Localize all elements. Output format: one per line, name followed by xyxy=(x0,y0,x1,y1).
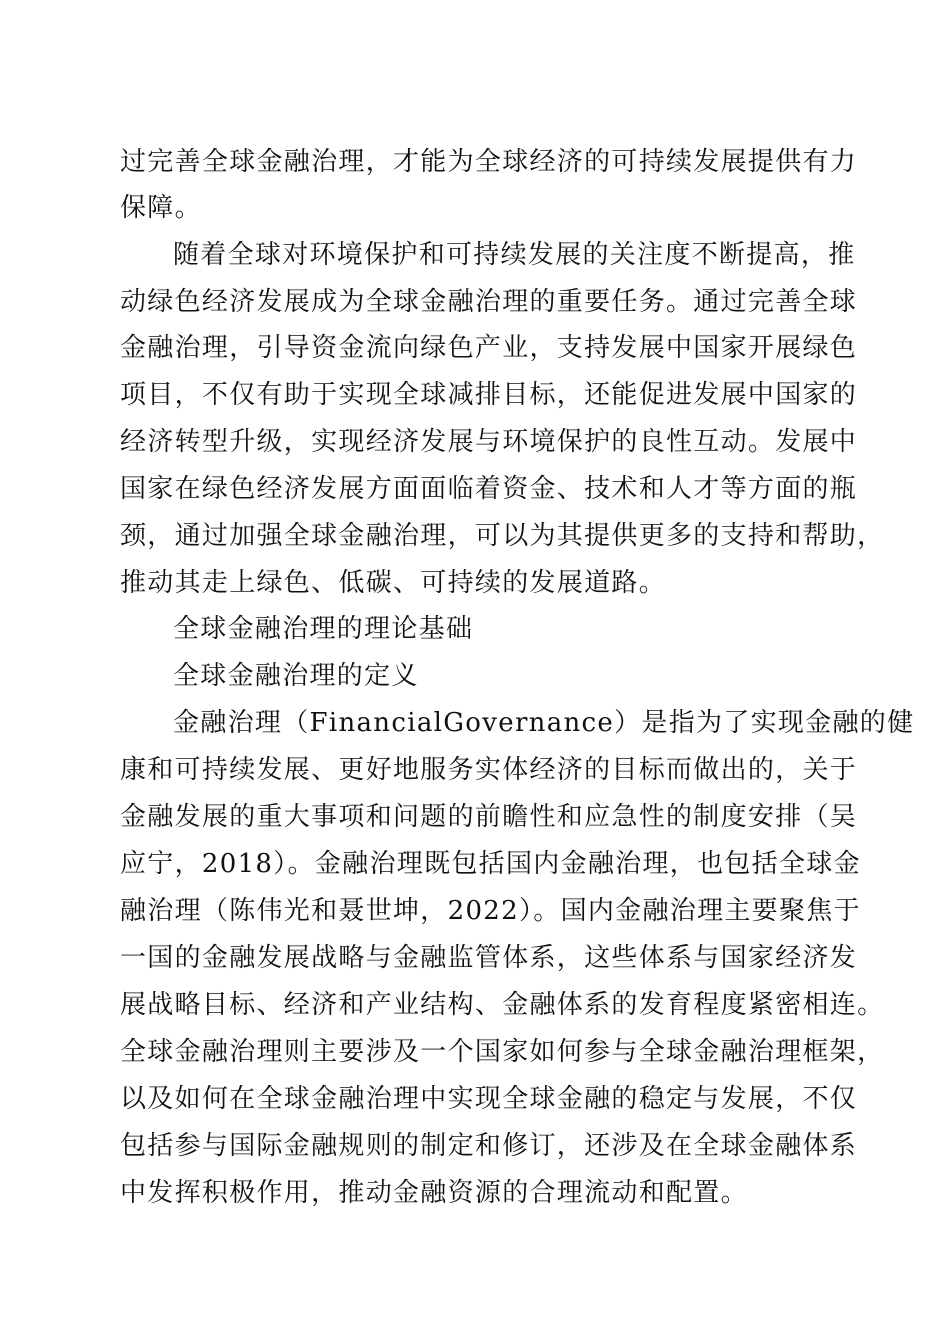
paragraph-line: 推动其走上绿色、低碳、可持续的发展道路。 xyxy=(120,568,667,598)
paragraph-line: 国家在绿色经济发展方面面临着资金、技术和人才等方面的瓶 xyxy=(120,474,858,504)
paragraph-line: 康和可持续发展、更好地服务实体经济的目标而做出的，关于 xyxy=(120,755,858,785)
paragraph-line: 金融发展的重大事项和问题的前瞻性和应急性的制度安排（吴 xyxy=(120,802,858,832)
paragraph-line: 一国的金融发展战略与金融监管体系，这些体系与国家经济发 xyxy=(120,943,858,973)
paragraph-line: 颈，通过加强全球金融治理，可以为其提供更多的支持和帮助， xyxy=(120,521,885,551)
paragraph-line: 保障。 xyxy=(120,193,202,223)
paragraph-line: 金融治理，引导资金流向绿色产业，支持发展中国家开展绿色 xyxy=(120,333,858,363)
paragraph-line: 经济转型升级，实现经济发展与环境保护的良性互动。发展中 xyxy=(120,427,858,457)
paragraph-first-line: 金融治理（FinancialGovernance）是指为了实现金融的健 xyxy=(173,708,915,738)
subsection-heading: 全球金融治理的定义 xyxy=(173,661,419,691)
paragraph-first-line: 随着全球对环境保护和可持续发展的关注度不断提高，推 xyxy=(173,240,856,270)
paragraph-line: 展战略目标、经济和产业结构、金融体系的发育程度紧密相连。 xyxy=(120,990,885,1020)
paragraph-line: 动绿色经济发展成为全球金融治理的重要任务。通过完善全球 xyxy=(120,287,858,317)
paragraph-line: 项目，不仅有助于实现全球减排目标，还能促进发展中国家的 xyxy=(120,380,858,410)
paragraph-line: 过完善全球金融治理，才能为全球经济的可持续发展提供有力 xyxy=(120,147,858,177)
paragraph-line: 以及如何在全球金融治理中实现全球金融的稳定与发展，不仅 xyxy=(120,1084,858,1114)
paragraph-line: 包括参与国际金融规则的制定和修订，还涉及在全球金融体系 xyxy=(120,1131,858,1161)
paragraph-line: 中发挥积极作用，推动金融资源的合理流动和配置。 xyxy=(120,1178,748,1208)
paragraph-line: 全球金融治理则主要涉及一个国家如何参与全球金融治理框架， xyxy=(120,1037,885,1067)
paragraph-line: 融治理（陈伟光和聂世坤，2022）。国内金融治理主要聚焦于 xyxy=(120,896,861,926)
section-heading: 全球金融治理的理论基础 xyxy=(173,614,474,644)
paragraph-line: 应宁，2018）。金融治理既包括国内金融治理，也包括全球金 xyxy=(120,849,861,879)
